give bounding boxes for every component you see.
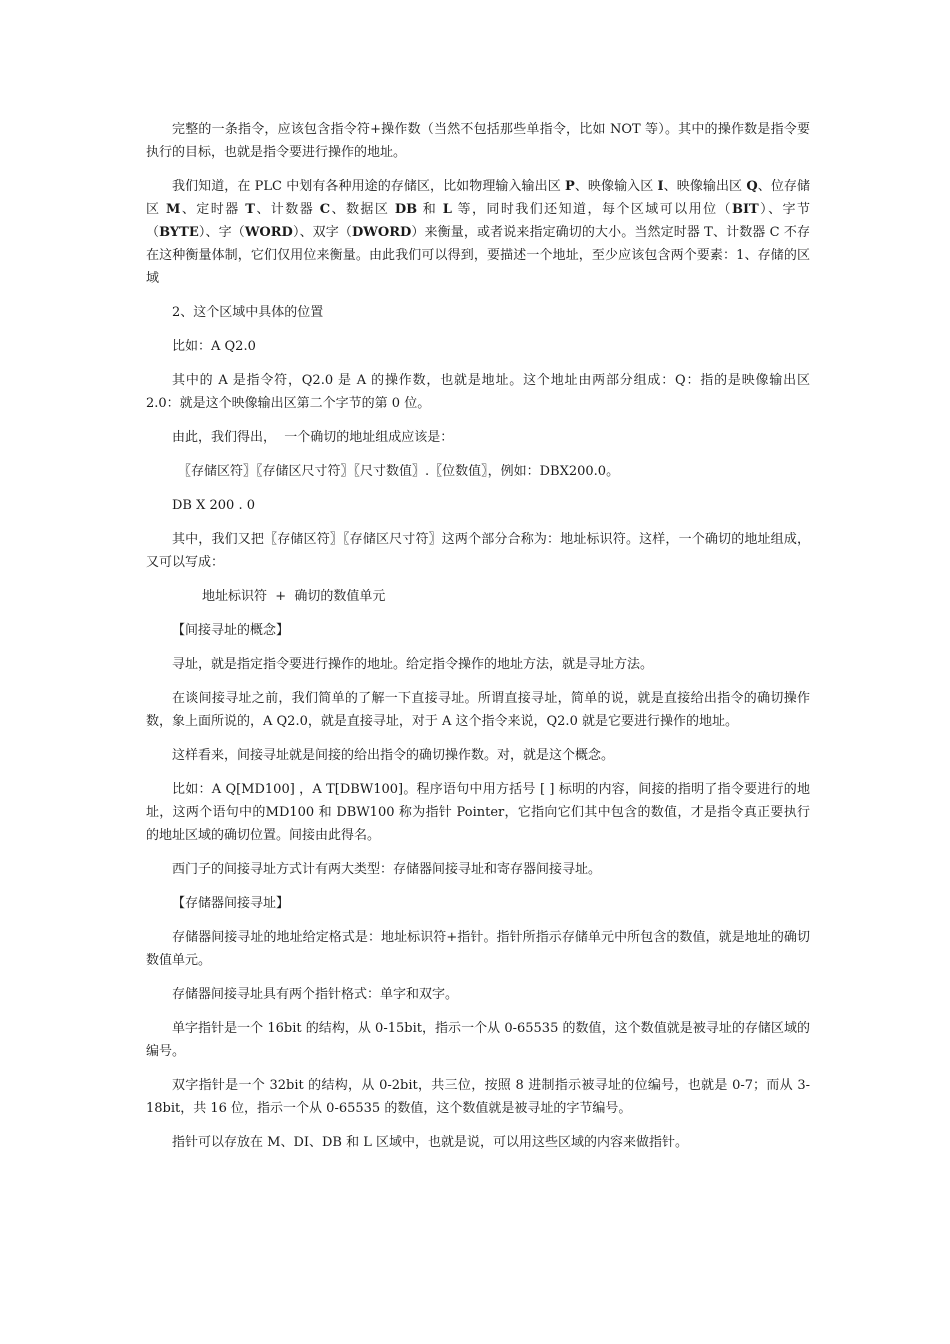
section-heading-indirect-concept: 【间接寻址的概念】: [172, 623, 290, 638]
paragraph-address-composition-lead: 由此，我们得出， 一个确切的地址组成应该是：: [172, 430, 454, 445]
paragraph-identifier-formula: 地址标识符 + 确切的数值单元: [202, 589, 386, 604]
paragraph-instruction-intro: 完整的一条指令，应该包含指令符+操作数（当然不包括那些单指令，比如 NOT 等）。其中的操作数是指令要执行的目标，也就是指令要进行操作的地址。: [146, 122, 810, 160]
paragraph-storage-areas: 我们知道，在 PLC 中划有各种用途的存储区，比如物理输入输出区 P、映像输入区 I、映像输出区 Q、位存储区 M、定时器 T、计数器 C、数据区 DB 和 L 等，同时我们还知道，每个区域可以用位（BIT）、字节（BYTE）、字（WORD）、双字（DWORD）来衡量，或者说来指定确切的大小。当然定时器 T、计数器 C 不存在这种衡量体制，它们仅用位来衡量。由此我们可以得到，要描述一个地址，至少应该包含两个要素：1、存储的区域: [146, 179, 810, 286]
paragraph-siemens-types: 西门子的间接寻址方式计有两大类型：存储器间接寻址和寄存器间接寻址。: [172, 862, 602, 877]
document-page: [146, 118, 815, 1165]
paragraph-pointer-formats: 存储器间接寻址具有两个指针格式：单字和双字。: [172, 987, 459, 1002]
paragraph-pointer-example: 比如：A Q[MD100] ，A T[DBW100]。程序语句中用方括号 [ ] 标明的内容，间接的指明了指令要进行的地址，这两个语句中的MD100 和 DBW100 称为指针 Pointer，它指向它们其中包含的数值，才是指令真正要执行的地址区域的确切位置。间接由此得名。: [146, 782, 810, 843]
paragraph-example-a-q20: 比如：A Q2.0: [172, 339, 256, 354]
paragraph-memory-indirect-format: 存储器间接寻址的地址给定格式是：地址标识符+指针。指针所指示存储单元中所包含的数值，就是地址的确切数值单元。: [146, 930, 810, 968]
paragraph-double-word-pointer: 双字指针是一个 32bit 的结构，从 0-2bit，共三位，按照 8 进制指示被寻址的位编号，也就是 0-7；而从 3-18bit，共 16 位，指示一个从 0-65535 的数值，这个数值就是被寻址的字节编号。: [146, 1078, 810, 1116]
paragraph-addressing-definition: 寻址，就是指定指令要进行操作的地址。给定指令操作的地址方法，就是寻址方法。: [172, 657, 654, 672]
paragraph-address-identifier: 其中，我们又把〖存储区符〗〖存储区尺寸符〗这两个部分合称为：地址标识符。这样，一个确切的地址组成，又可以写成：: [146, 532, 810, 570]
paragraph-address-example-split: DB X 200 . 0: [172, 498, 255, 513]
paragraph-address-explained: 其中的 A 是指令符，Q2.0 是 A 的操作数，也就是地址。这个地址由两部分组成：Q：指的是映像输出区 2.0：就是这个映像输出区第二个字节的第 0 位。: [146, 373, 815, 411]
paragraph-indirect-concept: 这样看来，间接寻址就是间接的给出指令的确切操作数。对，就是这个概念。: [172, 748, 615, 763]
paragraph-location-element: 2、这个区域中具体的位置: [172, 305, 324, 320]
paragraph-address-format: 〖存储区符〗〖存储区尺寸符〗〖尺寸数值〗.〖位数值〗，例如：DBX200.0。: [178, 464, 620, 479]
paragraph-single-word-pointer: 单字指针是一个 16bit 的结构，从 0-15bit，指示一个从 0-65535 的数值，这个数值就是被寻址的存储区域的编号。: [146, 1021, 810, 1059]
paragraph-direct-addressing: 在谈间接寻址之前，我们简单的了解一下直接寻址。所谓直接寻址，简单的说，就是直接给出指令的确切操作数，象上面所说的，A Q2.0，就是直接寻址，对于 A 这个指令来说，Q2.0 就是它要进行操作的地址。: [146, 691, 810, 729]
paragraph-pointer-storage: 指针可以存放在 M、DI、DB 和 L 区域中，也就是说，可以用这些区域的内容来做指针。: [172, 1135, 689, 1150]
section-heading-memory-indirect: 【存储器间接寻址】: [172, 896, 290, 911]
